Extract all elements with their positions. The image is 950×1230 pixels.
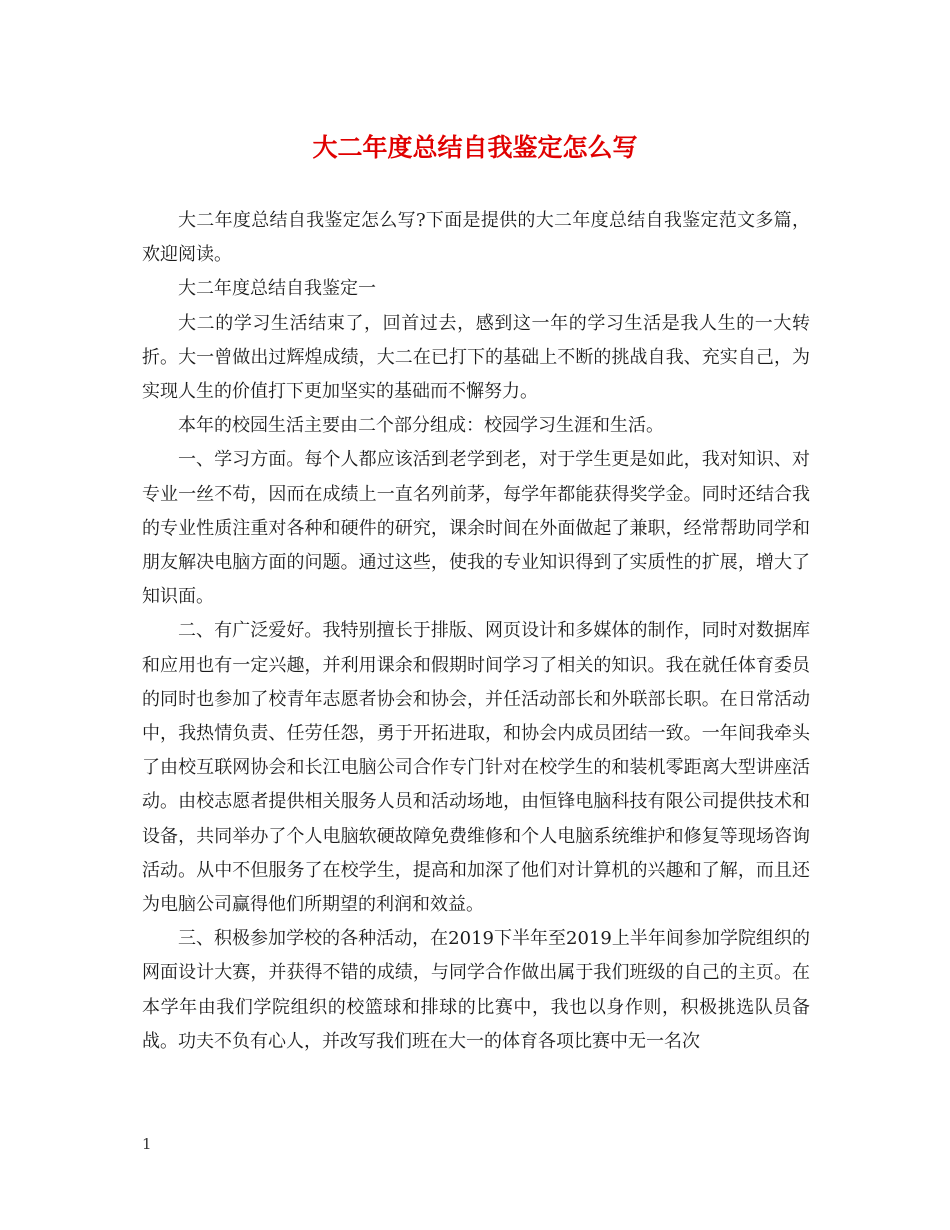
body-paragraph: 大二的学习生活结束了，回首过去，感到这一年的学习生活是我人生的一大转折。大一曾做出过辉煌成绩，大二在已打下的基础上不断的挑战自我、充实自己，为实现人生的价值打下更加坚实的基础而不懈努力。 <box>142 312 810 403</box>
document-body <box>142 204 810 1059</box>
body-paragraph: 二、有广泛爱好。我特别擅长于排版、网页设计和多媒体的制作，同时对数据库和应用也有一定兴趣，并利用课余和假期时间学习了相关的知识。我在就任体育委员的同时也参加了校青年志愿者协会和协会，并任活动部长和外联部长职。在日常活动中，我热情负责、任劳任怨，勇于开拓进取，和协会内成员团结一致。一年间我牵头了由校互联网协会和长江电脑公司合作专门针对在校学生的和装机零距离大型讲座活动。由校志愿者提供相关服务人员和活动场地，由恒锋电脑科技有限公司提供技术和设备，共同举办了个人电脑软硬故障免费维修和个人电脑系统维护和修复等现场咨询活动。从中不但服务了在校学生，提高和加深了他们对计算机的兴趣和了解，而且还为电脑公司赢得他们所期望的利润和效益。 <box>142 620 810 916</box>
intro-paragraph: 大二年度总结自我鉴定怎么写?下面是提供的大二年度总结自我鉴定范文多篇，欢迎阅读。 <box>142 210 810 266</box>
section-heading: 大二年度总结自我鉴定一 <box>178 278 376 300</box>
document-title: 大二年度总结自我鉴定怎么写 <box>312 133 638 162</box>
body-paragraph: 一、学习方面。每个人都应该活到老学到老，对于学生更是如此，我对知识、对专业一丝不苟，因而在成绩上一直名列前茅，每学年都能获得奖学金。同时还结合我的专业性质注重对各种和硬件的研究，课余时间在外面做起了兼职，经常帮助同学和朋友解决电脑方面的问题。通过这些，使我的专业知识得到了实质性的扩展，增大了知识面。 <box>142 449 810 608</box>
body-paragraph: 三、积极参加学校的各种活动，在2019下半年至2019上半年间参加学院组织的网面设计大赛，并获得不错的成绩，与同学合作做出属于我们班级的自己的主页。在本学年由我们学院组织的校篮球和排球的比赛中，我也以身作则，积极挑选队员备战。功夫不负有心人，并改写我们班在大一的体育各项比赛中无一名次 <box>142 928 810 1052</box>
body-paragraph: 本年的校园生活主要由二个部分组成：校园学习生涯和生活。 <box>178 415 664 437</box>
page-number: 1 <box>142 1135 152 1153</box>
